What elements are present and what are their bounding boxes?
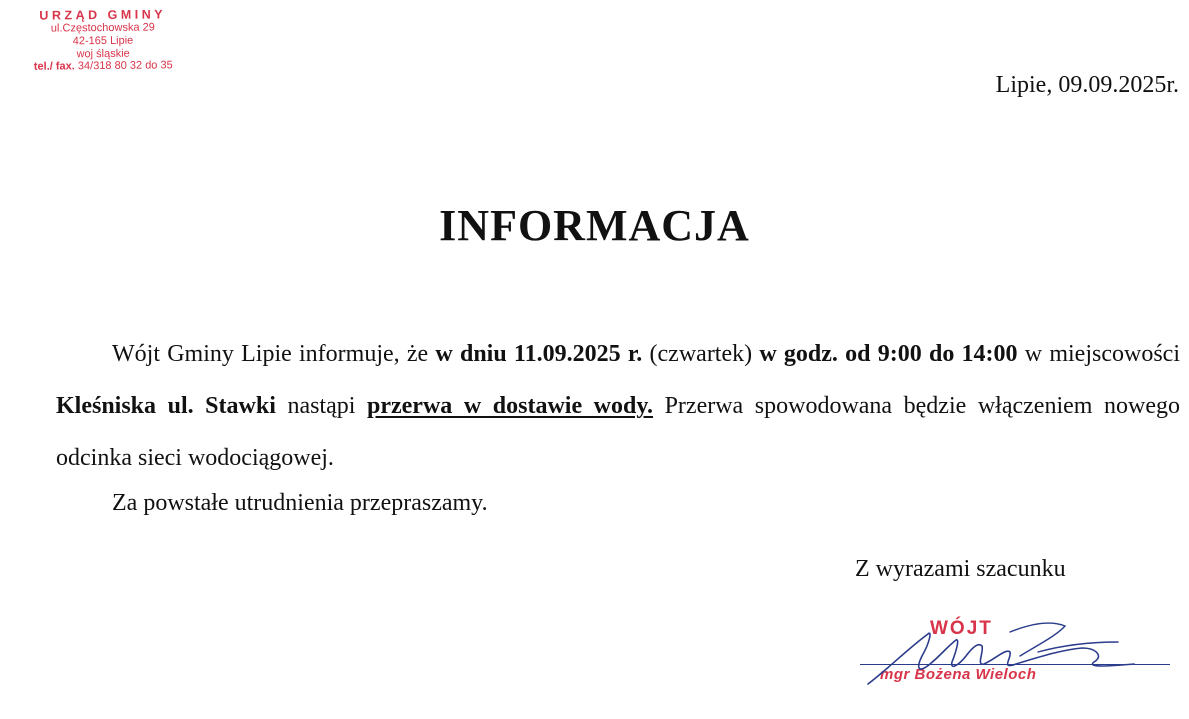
body-paragraph [56,328,1180,484]
body-location: Kleśniska ul. Stawki [56,393,276,419]
signature-stamp-title: WÓJT [930,618,993,639]
body-outage-notice: przerwa w dostawie wody. [367,393,654,419]
body-text-part-5: Przerwa spowodowana będzie włączeniem nowego odcinka sieci wodociągowej. [56,393,1180,471]
document-date: Lipie, 09.09.2025r. [995,72,1179,98]
stamp-phone-number: 34/318 80 32 do 35 [77,59,173,73]
closing-text: Z wyrazami szacunku [855,556,1066,582]
stamp-postal: 42-165 Lipie [72,34,134,48]
stamp-street: ul.Częstochowska 29 [50,21,155,35]
body-text-part-2: (czwartek) [642,341,760,367]
signature-block [860,612,1180,702]
office-stamp [8,7,199,74]
body-text-part-3: w miejscowości [1017,341,1180,367]
body-date: w dniu 11.09.2025 r. [435,341,643,367]
apology-text: Za powstałe utrudnienia przepraszamy. [112,490,488,516]
page-title: INFORMACJA [439,201,750,250]
stamp-title: URZĄD GMINY [39,7,167,23]
handwritten-signature [860,612,1180,702]
stamp-phone [8,59,198,74]
body-text-part-4: nastąpi [275,393,367,419]
stamp-phone-label: tel./ fax. [33,60,75,74]
body-text-part-1: Wójt Gminy Lipie informuje, że [112,341,436,367]
body-hours: w godz. od 9:00 do 14:00 [759,341,1018,367]
signature-stamp-name: mgr Bożena Wieloch [880,666,1037,683]
stamp-region: woj śląskie [76,47,130,60]
